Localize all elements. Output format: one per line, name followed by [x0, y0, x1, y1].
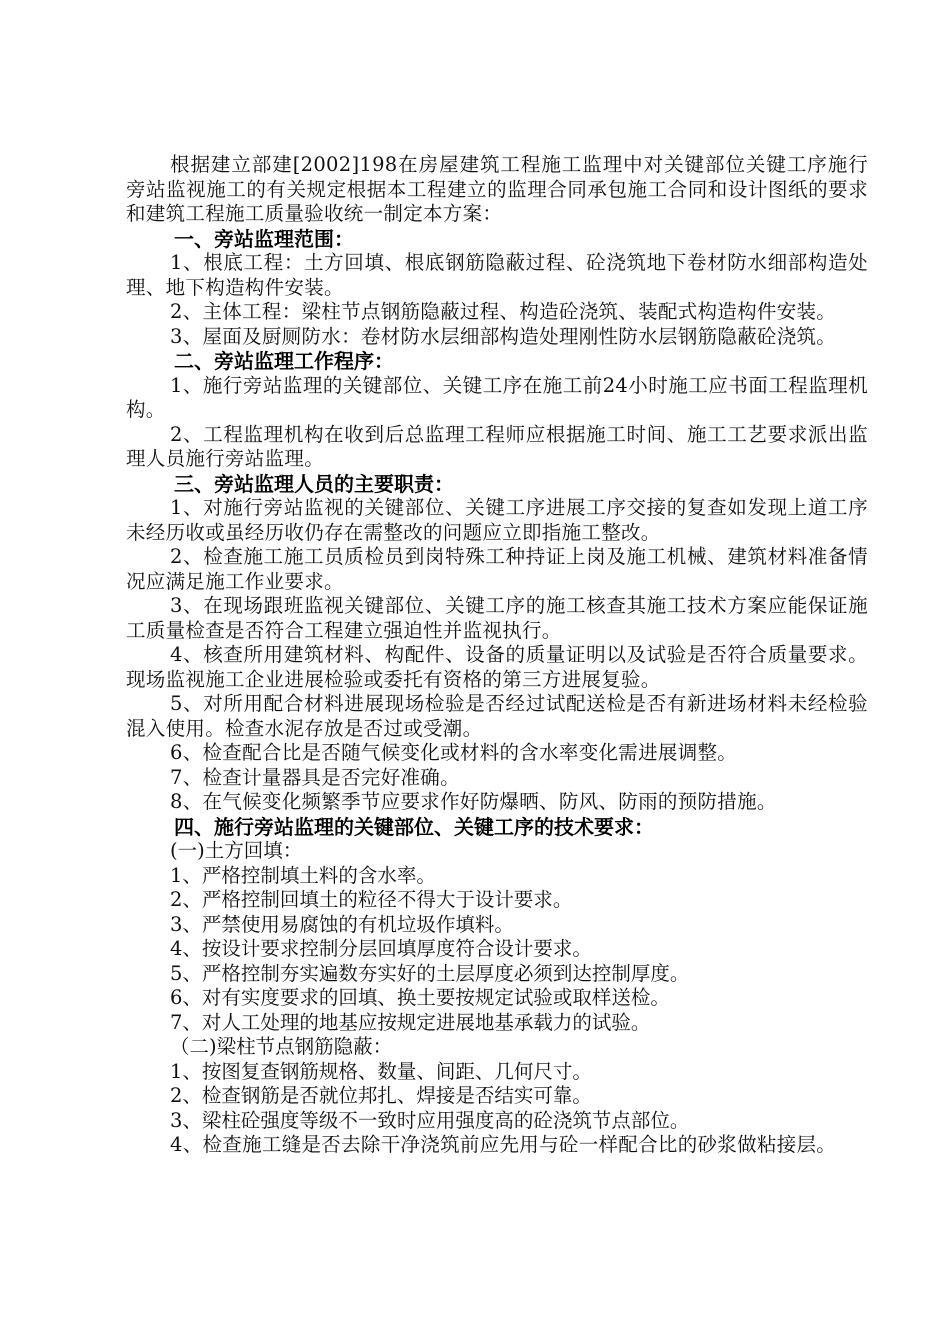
section-2-item: 1、施行旁站监理的关键部位、关键工序在施工前24小时施工应书面工程监理机构。: [126, 373, 868, 421]
subsection-1-item: 2、严格控制回填土的粒径不得大于设计要求。: [170, 888, 573, 911]
section-3-item: 5、对所用配合材料进展现场检验是否经过试配送检是否有新进场材料未经检验混入使用。检查水泥存放是否过或受潮。: [126, 692, 868, 740]
section-1-item: 1、根底工程：土方回填、根底钢筋隐蔽过程、砼浇筑地下卷材防水细部构造处理、地下构造构件安装。: [126, 251, 868, 299]
subsection-2-item: 2、检查钢筋是否就位邦扎、焊接是否结实可靠。: [170, 1084, 592, 1107]
section-1-heading: 一、旁站监理范围：: [174, 226, 354, 251]
subsection-1-item: 5、严格控制夯实遍数夯实好的土层厚度必须到达控制厚度。: [170, 961, 690, 985]
section-3-heading: 三、旁站监理人员的主要职责：: [174, 471, 454, 496]
section-3-item: 7、检查计量器具是否完好准确。: [170, 765, 460, 789]
subsection-1-item: 4、按设计要求控制分层回填厚度符合设计要求。: [170, 937, 592, 960]
section-3-item: 4、核查所用建筑材料、构配件、设备的质量证明以及试验是否符合质量要求。现场监视施工企业进展检验或委托有资格的第三方进展复验。: [126, 643, 868, 691]
subsection-1-title: (一)土方回填：: [170, 839, 303, 862]
section-1-item: 2、主体工程：梁柱节点钢筋隐蔽过程、构造砼浇筑、装配式构造构件安装。: [170, 300, 837, 323]
section-4-heading: 四、施行旁站监理的关键部位、关键工序的技术要求：: [174, 814, 654, 839]
section-3-item: 2、检查施工施工员质检员到岗特殊工种持证上岗及施工机械、建筑材料准备情况应满足施工作业要求。: [126, 545, 868, 593]
subsection-1-item: 7、对人工处理的地基应按规定进展地基承载力的试验。: [170, 1010, 651, 1034]
subsection-1-item: 6、对有实度要求的回填、换土要按规定试验或取样送检。: [170, 986, 670, 1009]
subsection-2-item: 1、按图复查钢筋规格、数量、间距、几何尺寸。: [170, 1059, 592, 1083]
subsection-1-item: 1、严格控制填土料的含水率。: [170, 863, 436, 887]
section-3-item: 1、对施行旁站监视的关键部位、关键工序进展工序交接的复查如发现上道工序未经历收或虽经历收仍存在需整改的问题应立即指施工整改。: [126, 496, 868, 544]
document-page: [126, 153, 868, 1158]
subsection-1-item: 3、严禁使用易腐蚀的有机垃圾作填料。: [170, 912, 514, 936]
section-1-item: 3、屋面及厨厕防水：卷材防水层细部构造处理刚性防水层钢筋隐蔽砼浇筑。: [170, 324, 837, 348]
section-2-heading: 二、旁站监理工作程序：: [174, 349, 394, 373]
section-3-item: 3、在现场跟班监视关键部位、关键工序的施工核查其施工技术方案应能保证施工质量检查是否符合工程建立强迫性并监视执行。: [126, 594, 868, 642]
section-2-item: 2、工程监理机构在收到后总监理工程师应根据施工时间、施工工艺要求派出监理人员施行旁站监理。: [126, 422, 868, 470]
section-3-item: 8、在气候变化频繁季节应要求作好防爆晒、防风、防雨的预防措施。: [170, 790, 777, 813]
intro-paragraph: 根据建立部建[2002]198在房屋建筑工程施工监理中对关键部位关键工序施行旁站监视施工的有关规定根据本工程建立的监理合同承包施工合同和设计图纸的要求和建筑工程施工质量验收统一制定本方案：: [126, 153, 868, 225]
subsection-2-title: （二)梁柱节点钢筋隐蔽：: [170, 1035, 393, 1058]
section-3-item: 6、检查配合比是否随气候变化或材料的含水率变化需进展调整。: [170, 741, 738, 764]
subsection-2-item: 3、梁柱砼强度等级不一致时应用强度高的砼浇筑节点部位。: [170, 1108, 690, 1132]
subsection-2-item: 4、检查施工缝是否去除干净浇筑前应先用与砼一样配合比的砂浆做粘接层。: [170, 1133, 837, 1156]
